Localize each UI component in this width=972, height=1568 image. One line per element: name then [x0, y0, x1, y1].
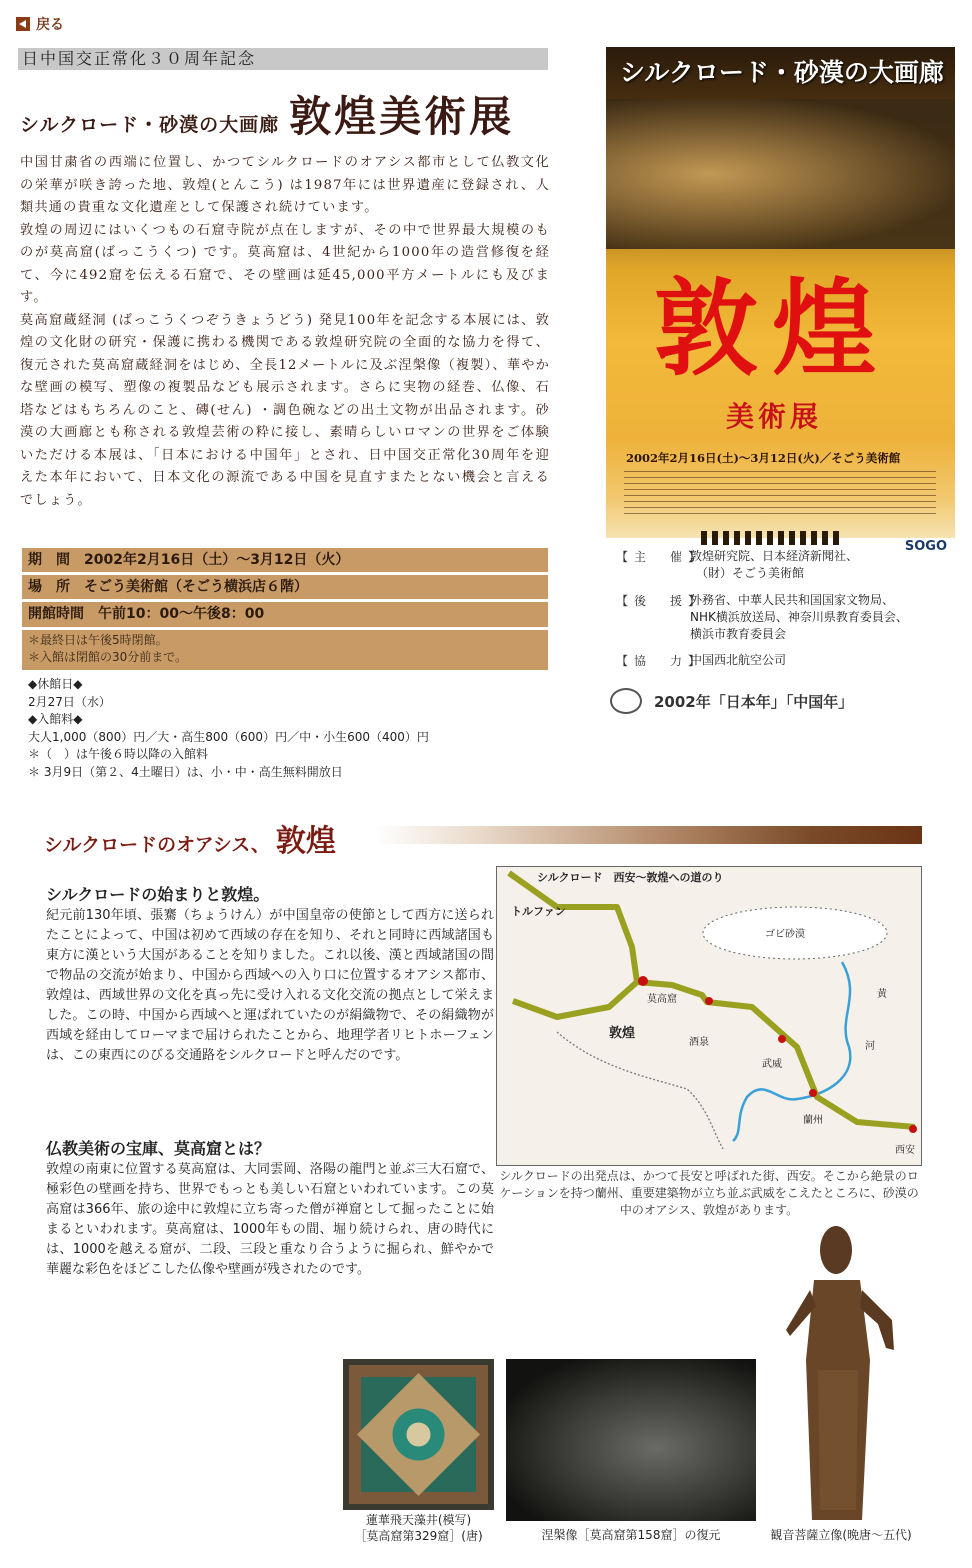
fee-note: ＊ 3月9日（第２、4土曜日）は、小・中・高生無料開放日 [28, 764, 343, 779]
fee-heading: ◆入館料◆ [28, 712, 83, 726]
intro-paragraph: 莫高窟蔵経洞 (ばっこうくつぞうきょうどう) 発見100年を記念する本展には、敦煌の文化財の研究・保護に携わる機関である敦煌研究院の全面的な協力を得て、復元された莫高窟蔵経洞をはじめ、全長12メートルに及ぶ涅槃像（複製）、華やかな壁画の模写、塑像の複製品なども展示されます。さらに実物の経巻、仏像、石塔などはもちろんのこと、磚(せん) ・調色碗などの出土文物が出品されます。砂漠の大画廊とも称される敦煌芸術の粋に接し、素晴らしいロマンの世界をご体験いただける本展は、「日本における中国年」とされ、日中国交正常化30周年を迎えた本年において、日本文化の源流である中国を見直すまたとない機会と言えるでしょう。 [20, 312, 550, 508]
article-heading: 仏教美術の宝庫、莫高窟とは？ [46, 1139, 271, 1158]
section-head-main: 敦煌 [275, 824, 336, 859]
info-notes [22, 630, 548, 670]
map-label-turfan: トルファン [511, 905, 566, 918]
jiuquan-marker [705, 997, 713, 1005]
info-venue: 場 所 そごう美術館（そごう横浜店６階） [22, 575, 548, 599]
exhibition-poster [606, 47, 955, 554]
back-arrow-icon [16, 17, 30, 31]
page-title [20, 84, 514, 144]
reclining-buddha-image [606, 99, 955, 249]
year-of-china-logo [610, 688, 853, 714]
info-hours: 開館時間 午前10：00～午後8：00 [22, 602, 548, 627]
sogo-logo: SOGO [904, 539, 947, 554]
poster-fine-print [624, 471, 936, 515]
poster-top-title: シルクロード・砂漠の大画廊 [620, 58, 944, 87]
article-heading: シルクロードの始まりと敦煌。 [46, 885, 270, 904]
article-body: 紀元前130年頃、張騫（ちょうけん）が中国皇帝の使節として西方に送られたことによって、中国は初めて西域の存在を知り、それと同時に西域諸国も東方に漢という大国があることを知りました。これ以後、漢と西域諸国の間で物品の交流が始まり、中国から西域への入り口に位置するオアシス都市、敦煌は、西域世界の文化を真っ先に受け入れる文化交流の拠点として栄えました。この時、中国から西域へと運ばれていたのが絹織物で、その絹織物が西域を経由してローマまで届けられたことから、地理学者リヒトホーフェンは、この東西にのびる交通路をシルクロードと呼んだのです。 [46, 908, 494, 1063]
poster-date: 2002年2月16日(土)～3月12日(火)／そごう美術館 [626, 451, 901, 465]
cooperation-line: 中国西北航空公司 [690, 653, 787, 667]
section-header [44, 816, 922, 859]
year-logo-icon [610, 688, 642, 714]
reclining-buddha-photo [506, 1359, 756, 1521]
section-header-gradient [374, 826, 922, 844]
dunhuang-marker [638, 976, 648, 986]
support-key: 【後 援】 [616, 594, 707, 608]
intro-paragraph: 中国甘粛省の西端に位置し、かつてシルクロードのオアシス都市として仏教文化の栄華が咲き誇った地、敦煌(とんこう) は1987年には世界遺産に登録され、人類共通の貴重な文化遺産として保護され続けています。 [20, 155, 550, 215]
image-caption-3: 観音菩薩立像(晩唐～五代) [770, 1528, 912, 1542]
sponsor-line: 敦煌研究院、日本経済新聞社、 [690, 549, 859, 563]
info-period: 期 間 2002年2月16日（土）～3月12日（火） [22, 548, 548, 572]
image-caption-1b: ［莫高窟第329窟］(唐) [354, 1529, 483, 1543]
lanzhou-marker [809, 1089, 817, 1097]
lotus-ceiling-graphic [343, 1359, 494, 1510]
silk-road-map [496, 866, 922, 1166]
poster-mid-title: 美術展 [726, 400, 823, 433]
map-caption: シルクロードの出発点は、かつて長安と呼ばれた街、西安。そこから絶景のロケーションを持つ蘭州、重要建築物が立ち並ぶ武威をこえたところに、砂漠の中のオアシス、敦煌があります。 [499, 1169, 919, 1217]
map-label-mogao: 莫高窟 [647, 994, 677, 1005]
image-caption-2: 涅槃像［莫高窟第158窟］の復元 [541, 1528, 721, 1542]
silk-road-west-route [513, 982, 637, 1017]
year-logo-text: 2002年「日本年」「中国年」 [654, 692, 854, 711]
fee-value: 大人1,000（800）円／大・高生800（600）円／中・小生600（400）円 [28, 729, 429, 744]
map-label-lanzhou: 蘭州 [803, 1115, 823, 1126]
section-head-prefix: シルクロードのオアシス、 [44, 834, 270, 856]
section-header-text [44, 816, 336, 860]
cooperation-key: 【協 力】 [616, 654, 707, 668]
intro-text [20, 152, 550, 512]
support-line: NHK横浜放送局、神奈川県教育委員会、 [690, 610, 908, 624]
info-note: ＊最終日は午後5時閉館。 [28, 633, 168, 647]
map-label-wuwei: 武威 [762, 1059, 782, 1070]
info-note: ＊入館は閉館の30分前まで。 [28, 650, 188, 664]
wuwei-marker [778, 1035, 786, 1043]
yellow-river [733, 962, 850, 1141]
anniversary-subtitle: 日中国交正常化３０周年記念 [18, 48, 548, 70]
lotus-ceiling-image [343, 1359, 494, 1510]
map-label-dunhuang: 敦煌 [609, 1026, 636, 1041]
closed-value: 2月27日（水） [28, 694, 111, 709]
article-body: 敦煌の南東に位置する莫高窟は、大同雲岡、洛陽の龍門と並ぶ三大石窟で、極彩色の壁画を持ち、世界でもっとも美しい石窟といわれています。この莫高窟は366年、旅の途中に敦煌に立ち寄った僧が禅窟として掘ったことに始まるといわれます。莫高窟は、1000年もの間、堀り続けられ、唐の時代には、1000を越える窟が、二段、三段と重なり合うように掘られ、鮮やかで華麗な彩色をほどこした仏像や壁画が残されたのです。 [46, 1162, 494, 1277]
guanyin-statue-graphic [766, 1220, 916, 1522]
xian-marker [909, 1125, 917, 1133]
sponsor-key: 【主 催】 [616, 550, 707, 564]
support-line: 横浜市教育委員会 [690, 627, 787, 641]
sponsor-line: （財）そごう美術館 [696, 566, 805, 580]
guanyin-statue-image [766, 1220, 916, 1522]
border-line [557, 1032, 723, 1149]
cooperation-value [690, 652, 786, 669]
support-value [690, 592, 908, 643]
back-link[interactable] [16, 14, 64, 34]
map-label-jiuquan: 酒泉 [689, 1037, 709, 1048]
map-label-river-1: 黄 [877, 989, 887, 1000]
fee-note: ＊（ ）は午後６時以降の入館料 [28, 747, 209, 761]
closed-heading: ◆休館日◆ [28, 677, 83, 691]
title-sub: シルクロード・砂漠の大画廊 [20, 114, 280, 136]
map-title: シルクロード 西安～敦煌への道のり [537, 871, 724, 884]
camel-caravan-image [701, 531, 841, 545]
title-main: 敦煌美術展 [289, 92, 515, 141]
map-graphic [497, 867, 921, 1165]
closed-and-fee [28, 676, 429, 781]
image-caption-1a: 蓮華飛天藻井(模写) [365, 1513, 472, 1527]
support-line: 外務省、中華人民共和国国家文物局、 [690, 593, 895, 607]
map-label-gobi: ゴビ砂漠 [765, 929, 805, 940]
poster-big-title: 敦煌 [654, 267, 891, 390]
map-label-xian: 西安 [895, 1145, 915, 1156]
sponsor-value [690, 548, 858, 582]
intro-paragraph: 敦煌の周辺にはいくつもの石窟寺院が点在しますが、その中で世界最大規模のものが莫高窟(ばっこうくつ) です。莫高窟は、4世紀から1000年の造営修復を経て、今に492窟を伝える石窟で、その壁画は延45,000平方メートルにも及びます。 [20, 222, 550, 305]
image-caption-1 [343, 1512, 494, 1544]
back-label: 戻る [36, 17, 64, 33]
map-label-river-2: 河 [865, 1041, 875, 1052]
